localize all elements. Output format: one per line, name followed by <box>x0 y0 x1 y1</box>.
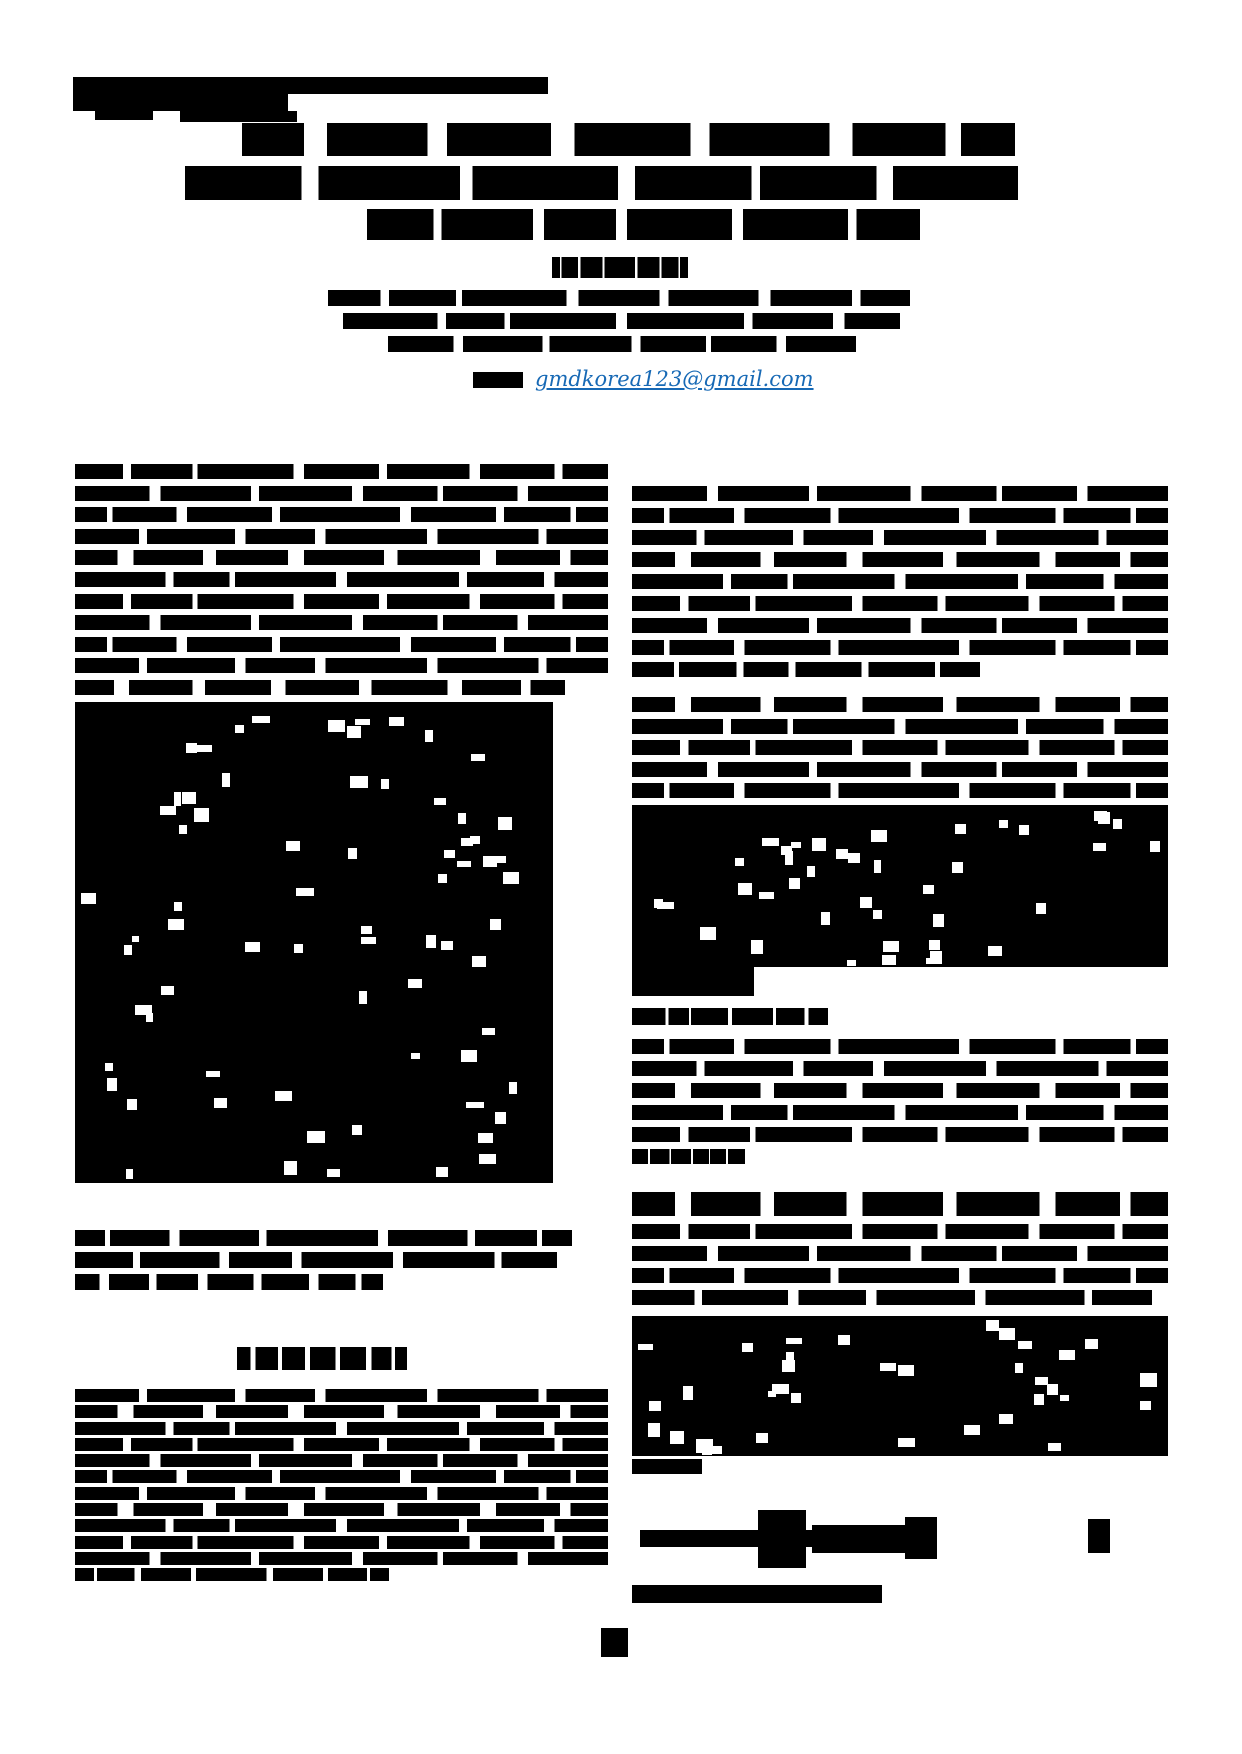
redacted-line <box>75 507 608 522</box>
right-figure-block <box>632 805 1168 967</box>
speckle <box>479 1154 496 1164</box>
redacted-line <box>552 257 688 278</box>
redacted-line <box>75 680 565 695</box>
speckle <box>389 717 404 726</box>
speckle <box>707 1446 722 1454</box>
redacted-line <box>632 1268 1168 1283</box>
equation-fragment <box>905 1517 937 1559</box>
section-heading-introduction <box>237 1347 407 1370</box>
index-terms <box>75 1230 572 1296</box>
redacted-line <box>75 572 608 587</box>
right-figure-tail <box>632 967 754 996</box>
speckle <box>873 910 882 919</box>
right-paragraph-1 <box>632 486 1168 684</box>
speckle <box>361 937 376 944</box>
speckle <box>700 927 716 940</box>
speckle <box>933 914 944 927</box>
redacted-line <box>185 166 1018 200</box>
speckle <box>789 878 799 889</box>
speckle <box>328 720 345 733</box>
redacted-line <box>632 1192 1168 1216</box>
speckle <box>883 941 899 952</box>
speckle <box>222 773 230 787</box>
speckle <box>307 1131 324 1143</box>
right-subheading <box>632 1008 828 1025</box>
speckle <box>1113 819 1123 829</box>
redacted-line <box>632 1127 1168 1142</box>
speckle <box>1036 903 1045 914</box>
speckle <box>194 745 212 752</box>
right-paragraph-2 <box>632 697 1168 805</box>
speckle <box>742 1343 753 1352</box>
redacted-line <box>632 530 1168 545</box>
speckle <box>1035 1377 1048 1385</box>
title-line-2 <box>185 166 1018 200</box>
speckle <box>347 726 361 738</box>
speckle <box>999 820 1008 828</box>
redacted-line <box>632 1039 1168 1054</box>
speckle <box>132 936 140 942</box>
speckle <box>874 860 881 873</box>
equation-fragment <box>758 1510 806 1568</box>
speckle <box>174 792 182 806</box>
speckle <box>1098 812 1110 824</box>
speckle <box>898 1438 915 1447</box>
redacted-line <box>75 1230 572 1246</box>
speckle <box>759 892 773 900</box>
redacted-line <box>237 1347 407 1370</box>
speckle <box>1140 1373 1157 1387</box>
speckle <box>408 979 422 988</box>
introduction-paragraph <box>75 1389 608 1585</box>
redacted-line <box>75 1252 557 1268</box>
redacted-line <box>632 783 1168 798</box>
redacted-line <box>75 1274 383 1290</box>
speckle <box>772 1384 788 1394</box>
speckle <box>352 1125 362 1136</box>
speckle <box>1034 1394 1044 1406</box>
redacted-line <box>343 313 900 329</box>
redacted-line <box>632 574 1168 589</box>
speckle <box>161 986 174 994</box>
speckle <box>436 1167 449 1177</box>
header-badge-strip <box>288 77 548 94</box>
speckle <box>105 1063 113 1071</box>
speckle <box>929 940 940 949</box>
redacted-line <box>75 1568 389 1581</box>
redacted-line <box>632 508 1168 523</box>
speckle <box>441 941 453 950</box>
speckle <box>457 861 471 868</box>
redacted-line <box>632 762 1168 777</box>
speckle <box>206 1071 220 1077</box>
speckle <box>986 1320 1000 1331</box>
right-paragraph-4-end <box>632 1459 702 1474</box>
speckle <box>860 897 872 908</box>
redacted-line <box>328 290 910 306</box>
speckle <box>444 850 455 858</box>
affiliation-line-2 <box>343 313 900 329</box>
speckle <box>478 1133 492 1143</box>
redacted-line <box>75 1389 608 1402</box>
speckle <box>381 779 389 790</box>
redacted-line <box>75 637 608 652</box>
redacted-line <box>632 552 1168 567</box>
speckle <box>286 841 300 851</box>
speckle <box>174 902 182 911</box>
header-badge-main <box>73 77 288 111</box>
speckle <box>495 1112 506 1124</box>
speckle <box>472 956 486 966</box>
redacted-line <box>75 1552 608 1565</box>
speckle <box>348 848 357 859</box>
redacted-line <box>632 486 1168 501</box>
speckle <box>284 1161 297 1174</box>
equation-number <box>1088 1519 1110 1553</box>
speckle <box>245 942 260 951</box>
speckle <box>296 888 313 896</box>
speckle <box>160 806 176 816</box>
speckle <box>756 1433 768 1443</box>
speckle <box>275 1091 292 1101</box>
redacted-line <box>632 640 1168 655</box>
speckle <box>509 1082 517 1093</box>
redacted-line <box>75 1487 608 1500</box>
speckle <box>503 872 519 884</box>
author-email-link[interactable]: gmdkorea123@gmail.com <box>535 367 814 391</box>
speckle <box>466 1102 484 1108</box>
speckle <box>782 1360 794 1372</box>
speckle <box>1048 1443 1061 1451</box>
speckle <box>1019 825 1029 834</box>
speckle <box>657 902 674 909</box>
speckle <box>955 824 966 833</box>
speckle <box>1018 1341 1032 1349</box>
speckle <box>649 1401 660 1410</box>
speckle <box>882 955 896 964</box>
redacted-line <box>632 719 1168 734</box>
redacted-line <box>242 123 1015 156</box>
speckle <box>1140 1401 1152 1409</box>
speckle <box>848 853 860 863</box>
speckle <box>179 825 187 834</box>
abstract-paragraph <box>75 464 608 702</box>
speckle <box>194 808 209 822</box>
speckle <box>751 940 763 954</box>
redacted-line <box>75 1422 608 1435</box>
speckle <box>361 926 372 934</box>
speckle <box>1059 1350 1074 1360</box>
speckle <box>738 883 752 895</box>
speckle <box>999 1414 1014 1424</box>
speckle <box>124 945 131 955</box>
speckle <box>327 1169 341 1177</box>
speckle <box>821 912 831 925</box>
redacted-line <box>367 209 920 240</box>
email-label <box>473 372 523 388</box>
speckle <box>988 946 1002 956</box>
speckle <box>638 1344 653 1350</box>
speckle <box>1060 1395 1069 1401</box>
header-badge-tick <box>95 109 153 120</box>
footnote-line <box>632 1585 882 1603</box>
redacted-line <box>75 529 608 544</box>
speckle <box>952 862 963 873</box>
redacted-line <box>632 1083 1168 1098</box>
redacted-line <box>75 594 608 609</box>
speckle <box>182 792 196 803</box>
page-number <box>601 1628 628 1657</box>
speckle <box>359 991 367 1004</box>
redacted-line <box>75 486 608 501</box>
redacted-line <box>632 1149 745 1164</box>
speckle <box>471 754 485 761</box>
redacted-line <box>632 618 1168 633</box>
redacted-line <box>632 662 980 677</box>
redacted-line <box>632 1224 1168 1239</box>
speckle <box>762 838 779 846</box>
speckle <box>781 846 792 854</box>
speckle <box>438 874 447 884</box>
speckle <box>127 1099 137 1111</box>
redacted-line <box>75 1438 608 1451</box>
speckle <box>807 866 816 876</box>
speckle <box>880 1363 896 1371</box>
speckle <box>235 725 244 733</box>
speckle <box>482 1028 496 1034</box>
speckle <box>490 919 501 930</box>
speckle <box>999 1328 1015 1340</box>
redacted-line <box>632 697 1168 712</box>
redacted-line <box>632 1061 1168 1076</box>
speckle <box>964 1425 979 1435</box>
speckle <box>836 849 848 859</box>
redacted-line <box>632 1290 1152 1305</box>
right-paragraph-4 <box>632 1224 1168 1312</box>
title-line-3 <box>367 209 920 240</box>
speckle <box>1093 843 1107 851</box>
speckle <box>1150 841 1160 852</box>
speckle <box>434 798 446 805</box>
speckle <box>871 830 887 842</box>
redacted-line <box>632 1008 828 1025</box>
redacted-line <box>75 1405 608 1418</box>
redacted-line <box>75 615 608 630</box>
speckle <box>483 856 497 868</box>
speckle <box>107 1078 116 1091</box>
speckle <box>648 1423 661 1437</box>
redacted-line <box>75 1536 608 1549</box>
speckle <box>926 958 942 964</box>
speckle <box>735 858 744 866</box>
speckle <box>898 1365 914 1376</box>
redacted-line <box>632 1105 1168 1120</box>
speckle <box>81 893 96 904</box>
speckle <box>923 885 934 894</box>
title-line-1 <box>242 123 1015 156</box>
speckle <box>252 716 270 722</box>
speckle <box>498 817 512 830</box>
speckle <box>355 719 370 726</box>
speckle <box>168 919 185 929</box>
speckle <box>812 838 826 851</box>
speckle <box>458 813 466 824</box>
speckle <box>847 960 857 966</box>
speckle <box>425 730 433 742</box>
speckle <box>294 944 303 953</box>
right-dense-block <box>632 1316 1168 1456</box>
speckle <box>791 1393 801 1403</box>
redacted-line <box>75 658 608 673</box>
redacted-line <box>632 1246 1168 1261</box>
speckle <box>670 1431 685 1444</box>
speckle <box>1015 1363 1024 1373</box>
right-paragraph-3 <box>632 1039 1168 1171</box>
speckle <box>426 935 436 947</box>
affiliation-line-1 <box>328 290 910 306</box>
redacted-line <box>75 1519 608 1532</box>
speckle <box>838 1335 850 1345</box>
header-badge-sub <box>180 111 297 122</box>
speckle <box>786 1338 803 1344</box>
speckle <box>1085 1339 1098 1349</box>
redacted-line <box>75 1470 608 1483</box>
redacted-line <box>75 1503 608 1516</box>
speckle <box>411 1053 420 1059</box>
speckle <box>1047 1384 1059 1395</box>
equation-fragment <box>812 1525 912 1553</box>
speckle <box>683 1386 693 1400</box>
speckle <box>791 842 801 848</box>
speckle <box>461 1050 477 1063</box>
author-name <box>552 257 688 278</box>
speckle <box>350 776 368 788</box>
speckle <box>461 838 473 845</box>
speckle <box>214 1098 227 1107</box>
right-bold-lead <box>632 1192 1168 1216</box>
speckle <box>135 1005 151 1015</box>
left-figure-block <box>75 702 553 1183</box>
affiliation-line-3 <box>388 336 856 352</box>
redacted-line <box>75 1454 608 1467</box>
redacted-line <box>75 464 608 479</box>
redacted-line <box>632 596 1168 611</box>
redacted-line <box>632 740 1168 755</box>
speckle <box>126 1169 133 1178</box>
redacted-line <box>75 550 608 565</box>
redacted-line <box>388 336 856 352</box>
